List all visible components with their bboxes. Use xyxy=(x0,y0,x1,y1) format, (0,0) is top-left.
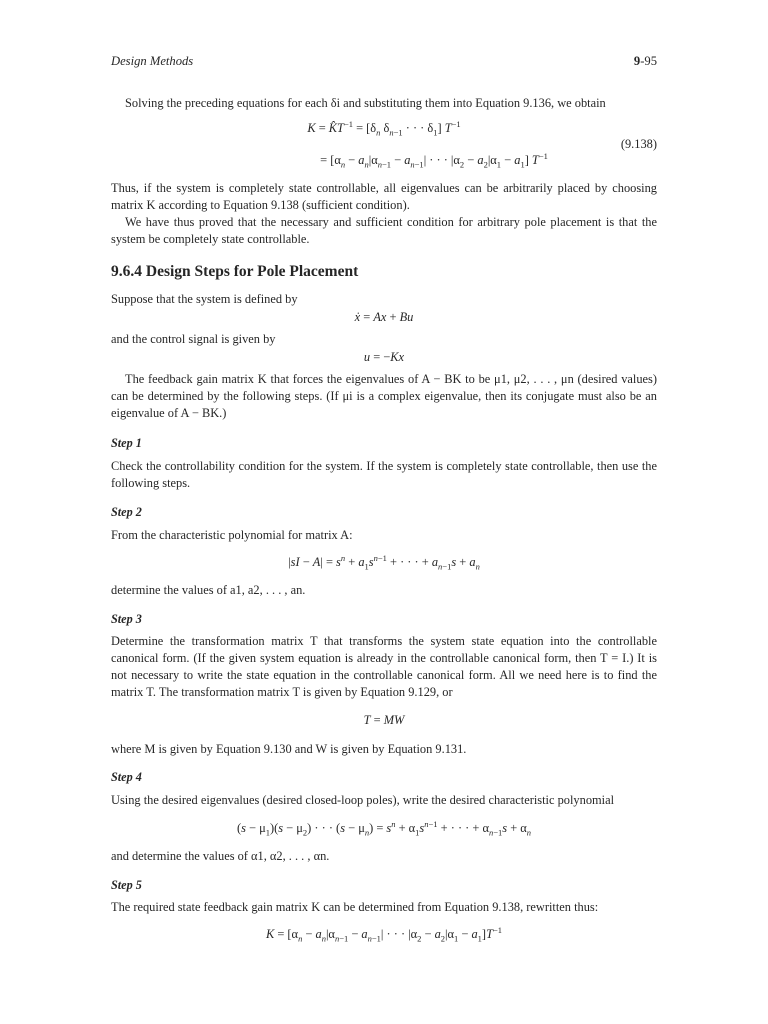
equation-state: ẋ = Ax + Bu xyxy=(354,310,414,324)
paragraph-control: and the control signal is given by xyxy=(111,332,276,346)
equation-control: u = −Kx xyxy=(363,350,405,364)
step-4-label: Step 4 xyxy=(111,770,142,784)
section-heading: 9.6.4 Design Steps for Pole Placement xyxy=(111,263,359,280)
paragraph-proved: We have thus proved that the necessary and sufficient condition for arbitrary pole placement is that the system be completely state controllable. xyxy=(111,215,657,246)
step-5-text: The required state feedback gain matrix K can be determined from Equation 9.138, rewritten thus: xyxy=(111,900,599,914)
step-3-label: Step 3 xyxy=(111,612,142,626)
paragraph-suppose: Suppose that the system is defined by xyxy=(111,292,298,306)
paragraph-thus: Thus, if the system is completely state controllable, all eigenvalues can be arbitrarily placed by choosing matrix K according to Equation 9.138 (sufficient condition). xyxy=(111,181,657,212)
step-2-equation: $|sI - A| = s^n + a_1s^{n-1}$ + · · · + $a_{n-1}s + a_n$ xyxy=(288,552,480,572)
step-4-text: Using the desired eigenvalues (desired closed-loop poles), write the desired characteristic polynomial xyxy=(111,793,615,807)
step-5-equation: $K = [\alpha_n - a_n|\alpha_{n-1} - a_{n-1}|$ · · · $|\alpha_2 - a_2|\alpha_1 - a_1]T^{-1}$ xyxy=(265,924,503,944)
step-4-equation: $(s - \mu_1)(s - \mu_2)$ · · · $(s - \mu_n) = s^n + \alpha_1s^{n-1}$ + · · · + $\alpha_{n-1}s + \alpha_n$ xyxy=(236,818,532,838)
page-number: 9-95 xyxy=(633,54,657,68)
running-header xyxy=(111,54,657,72)
running-header-title: Design Methods xyxy=(111,54,194,68)
equation-number: (9.138) xyxy=(620,137,657,151)
step-3-equation: T = MW xyxy=(363,713,405,727)
step-5-label: Step 5 xyxy=(111,878,142,892)
step-2-text: From the characteristic polynomial for matrix A: xyxy=(111,528,353,542)
step-1-text: Check the controllability condition for the system. If the system is completely state controllable, then use the following steps. xyxy=(111,459,657,490)
paragraph-solving: Solving the preceding equations for each δi and substituting them into Equation 9.136, we obtain xyxy=(125,96,606,110)
step-1-label: Step 1 xyxy=(111,436,142,450)
step-3-text: Determine the transformation matrix T that transforms the system state equation into the controllable canonical form. (If the given system equation is already in the controllable canonical form, then T = I.) It is not necessary to write the state equation in the controllable canonical form. All we need here is to find the matrix T. The transformation matrix T is given by Equation 9.129, or xyxy=(111,634,657,699)
paragraph-feedback: The feedback gain matrix K that forces the eigenvalues of A − BK to be μ1, μ2, . . . , μn (desired values) can be determined by the following steps. (If μi is a complex eigenvalue, then its conjugate must also be an eigenvalue of A − BK.) xyxy=(111,372,657,420)
equation-9-138-line-2: = [$\alpha_n - a_n|\alpha_{n-1} - a_{n-1}|$ · · · $|\alpha_2 - a_2|\alpha_1 - a_1$] $T^{-1}$ xyxy=(320,150,548,170)
step-4-after: and determine the values of α1, α2, . . . , αn. xyxy=(111,849,330,863)
step-2-after: determine the values of a1, a2, . . . , an. xyxy=(111,583,306,597)
equation-9-138-line-1: $K = K̂T^{-1} = [\delta_n$ $\delta_{n-1}$ · · · $\delta_1$] $T^{-1}$ xyxy=(307,118,461,138)
step-2-label: Step 2 xyxy=(111,505,142,519)
page xyxy=(111,0,657,1024)
step-3-after: where M is given by Equation 9.130 and W is given by Equation 9.131. xyxy=(111,742,467,756)
